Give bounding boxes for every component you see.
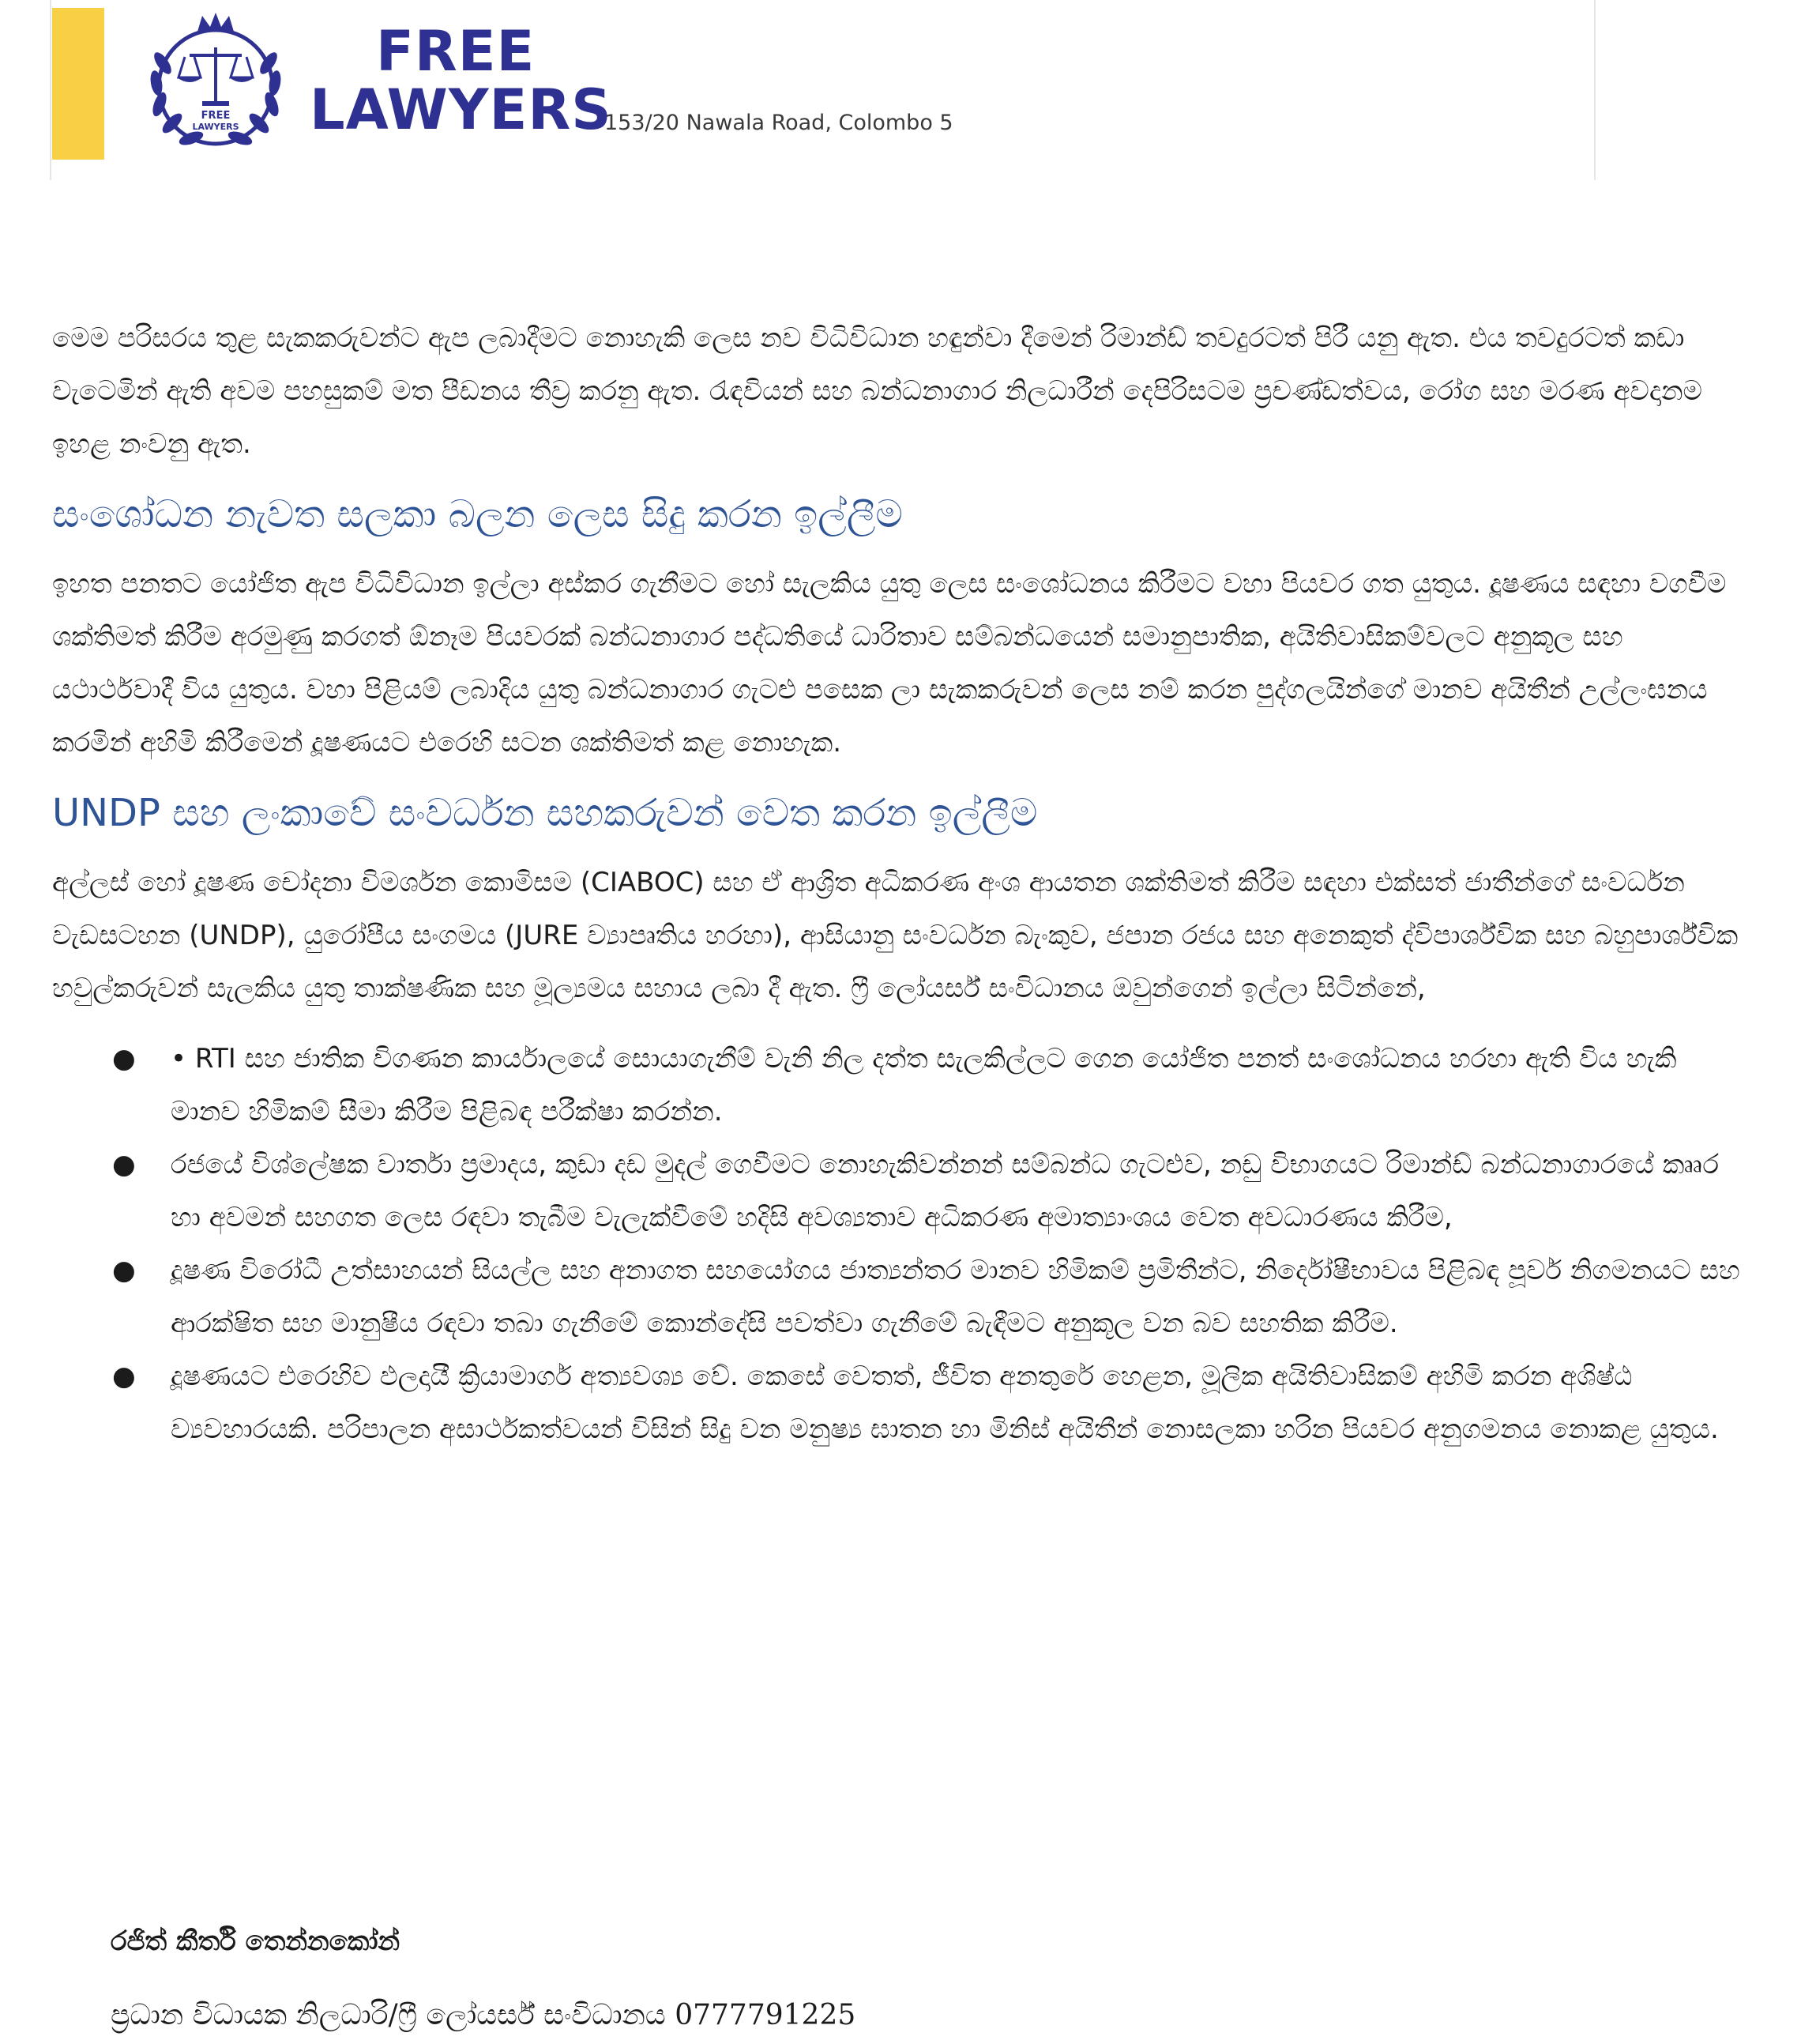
svg-text:LAWYERS: LAWYERS xyxy=(192,122,239,132)
request-list xyxy=(52,1033,1750,1456)
list-item xyxy=(52,1350,1750,1456)
bullet-icon: ● xyxy=(112,1043,136,1075)
brand-accent-bar xyxy=(52,8,104,160)
letter-body xyxy=(52,312,1750,1456)
brand-wordmark-line2: LAWYERS xyxy=(310,77,612,142)
section-heading-undp: UNDP සහ ලංකාවේ සංවර්ධන සහකරුවන් වෙත කරන ඉල්ලීම xyxy=(52,791,1038,835)
bullet-icon: ● xyxy=(112,1361,136,1392)
scales-of-justice-logo-icon xyxy=(141,8,291,158)
list-item xyxy=(52,1244,1750,1350)
list-item xyxy=(52,1139,1750,1244)
list-item-text: • RTI සහ ජාතික විගණන කාර්යාලයේ සොයාගැනීම් වැනි නිල දත්ත සැලකිල්ලට ගෙන යෝජිත පනත් සංශෝධනය හරහා ඇති විය හැකි මානව හිමිකම් සීමා කිරීම පිළිබඳ පරීක්ෂා කරන්න. xyxy=(171,1043,1677,1127)
list-item-text: රජයේ විශ්ලේෂක වාර්තා ප්‍රමාදය, කුඩා දඩ මුදල් ගෙවීමට නොහැකිවන්නන් සම්බන්ධ ගැටළුව, නඩු විභාගයට රිමාන්ඩ් බන්ධනාගාරයේ කෲර හා අවමන් සහගත ලෙස රඳවා තැබීම වැලැක්වීමේ හදිසි අවශ්‍යතාව අධිකරණ අමාත්‍යාංශය වෙත අවධාරණය කිරීම, xyxy=(171,1149,1720,1233)
office-address: 153/20 Nawala Road, Colombo 5 xyxy=(604,111,953,135)
header-divider-left xyxy=(50,0,51,180)
list-item-text: දූෂණයට එරෙහිව ඵලදායී ක්‍රියාමාර්ග අත්‍යවශ්‍ය වේ. කෙසේ වෙතත්, ජීවිත අනතුරේ හෙළන, මූලික අයිතිවාසිකම් අහිමි කරන අශිෂ්ඨ ව්‍යවහාරයකි. පරිපාලන අසාර්ථකත්වයන් විසින් සිදු වන මනුෂ්‍ය ඝාතන හා මිනිස් අයිතීන් නොසලකා හරින පියවර අනුගමනය නොකළ යුතුය. xyxy=(171,1361,1719,1445)
list-item-text: දූෂණ විරෝධී උත්සාහයන් සියල්ල සහ අනාගත සහයෝගය ජාත්‍යන්තර මානව හිමිකම් ප්‍රමිතීන්ට, නිර්දෝෂීභාවය පිළිබඳ පූර්ව නිගමනයට සහ ආරක්ෂිත සහ මානුෂීය රඳවා තබා ගැනීමේ කොන්දේසි පවත්වා ගැනීමේ බැඳීමට අනුකූල වන බව සහතික කිරීම. xyxy=(171,1255,1740,1339)
amendment-paragraph: ඉහත පනතට යෝජිත ඇප විධිවිධාන ඉල්ලා අස්කර ගැනීමට හෝ සැලකිය යුතු ලෙස සංශෝධනය කිරීමට වහා පියවර ගත යුතුය. දූෂණය සඳහා වගවීම ශක්තිමත් කිරීම අරමුණු කරගත් ඕනෑම පියවරක් බන්ධනාගාර පද්ධතියේ ධාරිතාව සම්බන්ධයෙන් සමානුපාතික, අයිතිවාසිකම්වලට අනුකූල සහ යථාර්ථවාදී විය යුතුය. වහා පිළියම් ලබාදිය යුතු බන්ධනාගාර ගැටළු පසෙක ලා සැකකරුවන් ලෙස නම් කරන පුද්ගලයින්ගේ මානව අයිතීන් උල්ලංඝනය කරමින් අහිමි කිරීමෙන් දූෂණයට එරෙහි සටන ශක්තිමත් කළ නොහැක. xyxy=(52,568,1727,759)
brand-wordmark xyxy=(310,19,612,142)
svg-text:FREE: FREE xyxy=(201,110,231,122)
intro-paragraph: මෙම පරිසරය තුළ සැකකරුවන්ට ඇප ලබාදීමට නොහැකි ලෙස නව විධිවිධාන හඳුන්වා දීමෙන් රිමාන්ඩ් තවදුරටත් පිරී යනු ඇත. එය තවදුරටත් කඩා වැටෙමින් ඇති අවම පහසුකම් මත පීඩනය තීව්‍ර කරනු ඇත. රැඳවියන් සහ බන්ධනාගාර නිලධාරීන් දෙපිරිසටම ප්‍රචණ්ඩත්වය, රෝග සහ මරණ අවදානම ඉහළ නංවනු ඇත. xyxy=(52,322,1703,460)
signatory-name: රජිත් කීර්ති තෙන්නකෝන් xyxy=(111,1925,400,1957)
signatory-title: ප්‍රධාන විධායක නිලධාරි/ෆ්‍රී ලෝයර්ස් සංවිධානය 0777791225 xyxy=(111,1999,856,2031)
brand-wordmark-line1: FREE xyxy=(376,19,536,84)
bullet-icon: ● xyxy=(112,1255,136,1286)
bullet-icon: ● xyxy=(112,1149,136,1180)
header-divider-right xyxy=(1594,0,1596,180)
list-item xyxy=(52,1033,1750,1139)
section-heading-amendment: සංශෝධන නැවත සලකා බලන ලෙස සිදු කරන ඉල්ලීම xyxy=(52,492,903,536)
undp-paragraph: අල්ලස් හෝ දූෂණ චෝදනා විමර්ශන කොමිසම (CIABOC) සහ ඒ ආශ්‍රිත අධිකරණ අංශ ආයතන ශක්තිමත් කිරීම සඳහා එක්සත් ජාතීන්ගේ සංවර්ධන වැඩසටහන (UNDP), යුරෝපීය සංගමය (JURE ව්‍යාපෘතිය හරහා), ආසියානු සංවර්ධන බැංකුව, ජපාන රජය සහ අනෙකුත් ද්විපාර්ශ්වික සහ බහුපාර්ශ්වික හවුල්කරුවන් සැලකිය යුතු තාක්ෂණික සහ මූල්‍යමය සහාය ලබා දී ඇත. ෆ්‍රී ලෝයර්ස් සංවිධානය ඔවුන්ගෙන් ඉල්ලා සිටින්නේ, xyxy=(52,867,1739,1004)
